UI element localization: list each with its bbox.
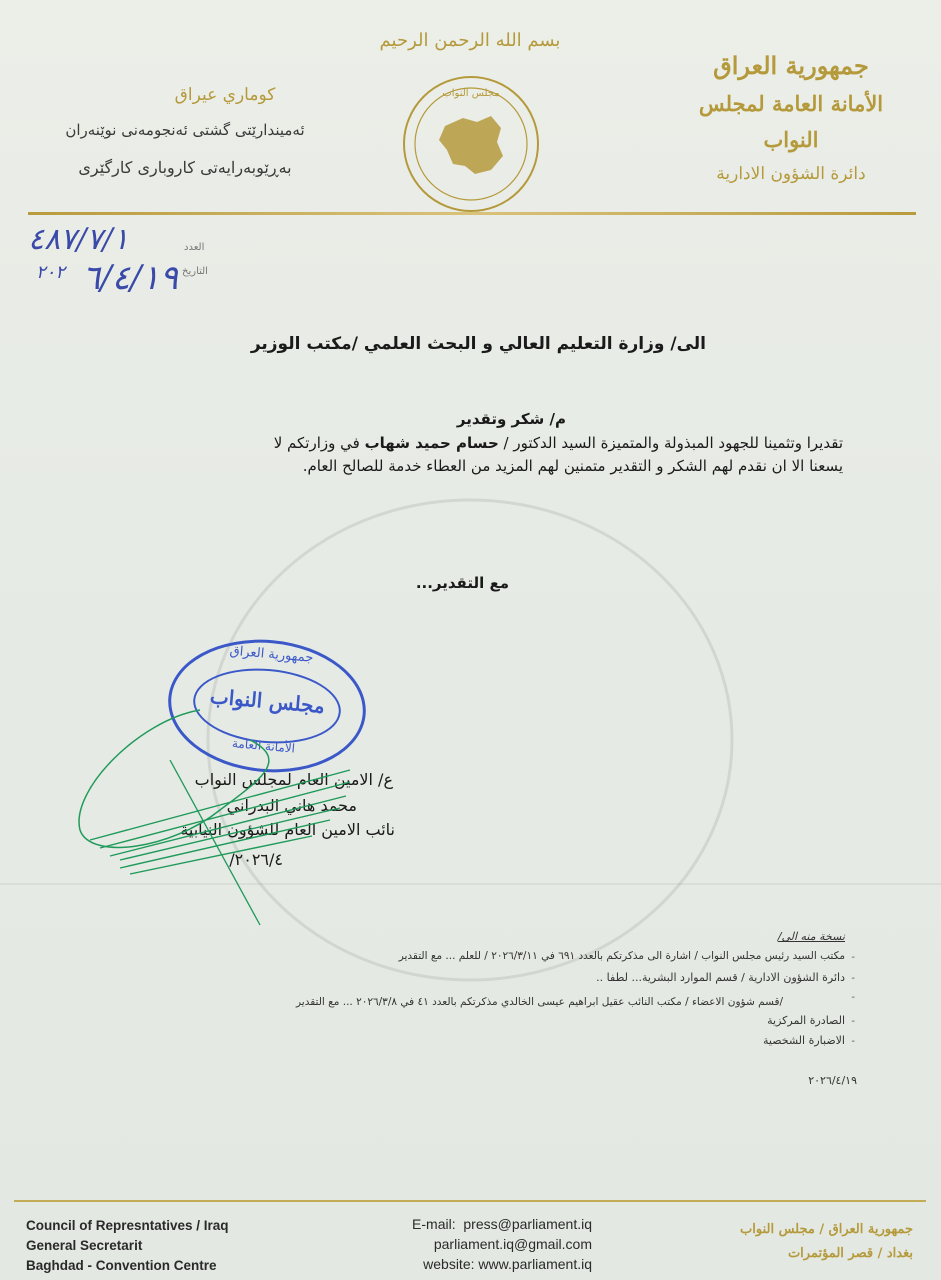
copy-item-2: دائرة الشؤون الادارية / قسم الموارد البشرية... لطفا .. <box>596 971 845 984</box>
signature-date: ٢٠٢٦/٤/ <box>229 850 283 869</box>
footer-left-line3: Baghdad - Convention Centre <box>26 1258 217 1273</box>
footer-divider <box>14 1200 926 1202</box>
ref-number: ٤٨٧/٧/١ <box>28 222 129 257</box>
copy-item-1: مكتب السيد رئيس مجلس النواب / اشارة الى مذكرتكم بالعدد ٦٩١ في ٢٠٢٦/٣/١١ / للعلم ... مع التقدير <box>398 950 845 962</box>
header-right-line2: الأمانة العامة لمجلس النواب <box>698 91 884 152</box>
bullet-4: - <box>851 1016 855 1027</box>
footer-right-line1: جمهورية العراق / مجلس النواب <box>740 1222 913 1237</box>
header-left-line1: كوماري عيراق <box>174 85 276 105</box>
basmala: بسم الله الرحمن الرحيم <box>379 30 561 51</box>
parliament-emblem <box>403 76 539 212</box>
emblem-label: مجلس النواب <box>442 88 500 99</box>
email-label: E-mail: <box>412 1216 456 1232</box>
body-text-line2: يسعنا الا ان نقدم لهم الشكر و التقدير متمنين لهم المزيد من العطاء خدمة للصالح العام. <box>302 457 843 475</box>
copies-heading: نسخة منه الى/ <box>777 930 845 943</box>
email-link-1[interactable]: press@parliament.iq <box>463 1216 592 1232</box>
header-right-line1: جمهورية العراق <box>713 51 869 80</box>
bullet-5: - <box>851 1036 855 1047</box>
website-link[interactable]: www.parliament.iq <box>478 1256 592 1272</box>
signer-title: ع/ الامين العام لمجلس النواب <box>194 770 393 789</box>
email-link-2[interactable]: parliament.iq@gmail.com <box>433 1236 592 1252</box>
footer-arabic <box>740 1218 913 1266</box>
copy-item-5: الاضبارة الشخصية <box>763 1034 845 1047</box>
honoree-name: حسام حميد شهاب <box>364 434 499 452</box>
footer-address <box>26 1216 229 1276</box>
header-right <box>671 46 911 190</box>
subject-line: م/ شكر وتقدير <box>456 410 566 428</box>
footer-left-line1: Council of Represntatives / Iraq <box>26 1218 229 1233</box>
header-left-line2: ئه‌میندارێتی گشتی ئه‌نجومه‌نی نوێنه‌ران <box>65 121 305 139</box>
bullet-2: - <box>851 973 855 984</box>
bullet-1: - <box>851 952 855 963</box>
footer-right-line2: بغداد / قصر المؤتمرات <box>787 1246 913 1261</box>
body-text-a: تقديرا وتثمينا للجهود المبذولة والمتميزة السيد الدكتور / <box>498 434 843 452</box>
header-left <box>20 80 350 186</box>
ref-date-label: التاريخ <box>182 266 208 277</box>
stamp-bottom-text: الأمانة العامة <box>231 736 296 756</box>
ref-date: ٦/٤/١٩ <box>82 258 178 298</box>
copy-item-4: الصادرة المركزية <box>767 1014 845 1027</box>
bullet-3: - <box>851 992 855 1003</box>
stamp-center-text: مجلس النواب <box>209 684 326 718</box>
body-text-b: في وزارتكم لا <box>273 434 365 452</box>
footer-contact <box>352 1214 592 1274</box>
copy-item-3: /قسم شؤون الاعضاء / مكتب النائب عقيل ابراهيم عيسى الخالدي مذكرتكم بالعدد ٤١ في ٢٠٢٦/٣/٨ ... مع التقدير <box>296 996 783 1008</box>
ref-date-prefix: ٢٠٢ <box>36 262 66 283</box>
ref-number-label: العدد <box>184 242 205 253</box>
website-label: website: <box>423 1256 475 1272</box>
header-divider <box>28 212 916 215</box>
closing-regards: مع التقدير... <box>415 574 509 592</box>
copies-date: ٢٠٢٦/٤/١٩ <box>808 1074 857 1087</box>
header-right-line3: دائرة الشؤون الادارية <box>716 164 866 184</box>
letter-body <box>73 432 843 478</box>
stamp-top-text: جمهورية العراق <box>228 643 314 666</box>
signer-position: نائب الامين العام للشؤون النيابية <box>180 820 395 839</box>
footer-left-line2: General Secretarit <box>26 1238 143 1253</box>
header-left-line3: به‌ڕێوبه‌رایه‌تی كاروباری كارگێری <box>78 158 292 177</box>
recipient-line: الى/ وزارة التعليم العالي و البحث العلمي /مكتب الوزير <box>250 334 706 354</box>
signer-name: محمد هاني البدراني <box>226 796 357 815</box>
handwritten-signature <box>50 700 380 930</box>
